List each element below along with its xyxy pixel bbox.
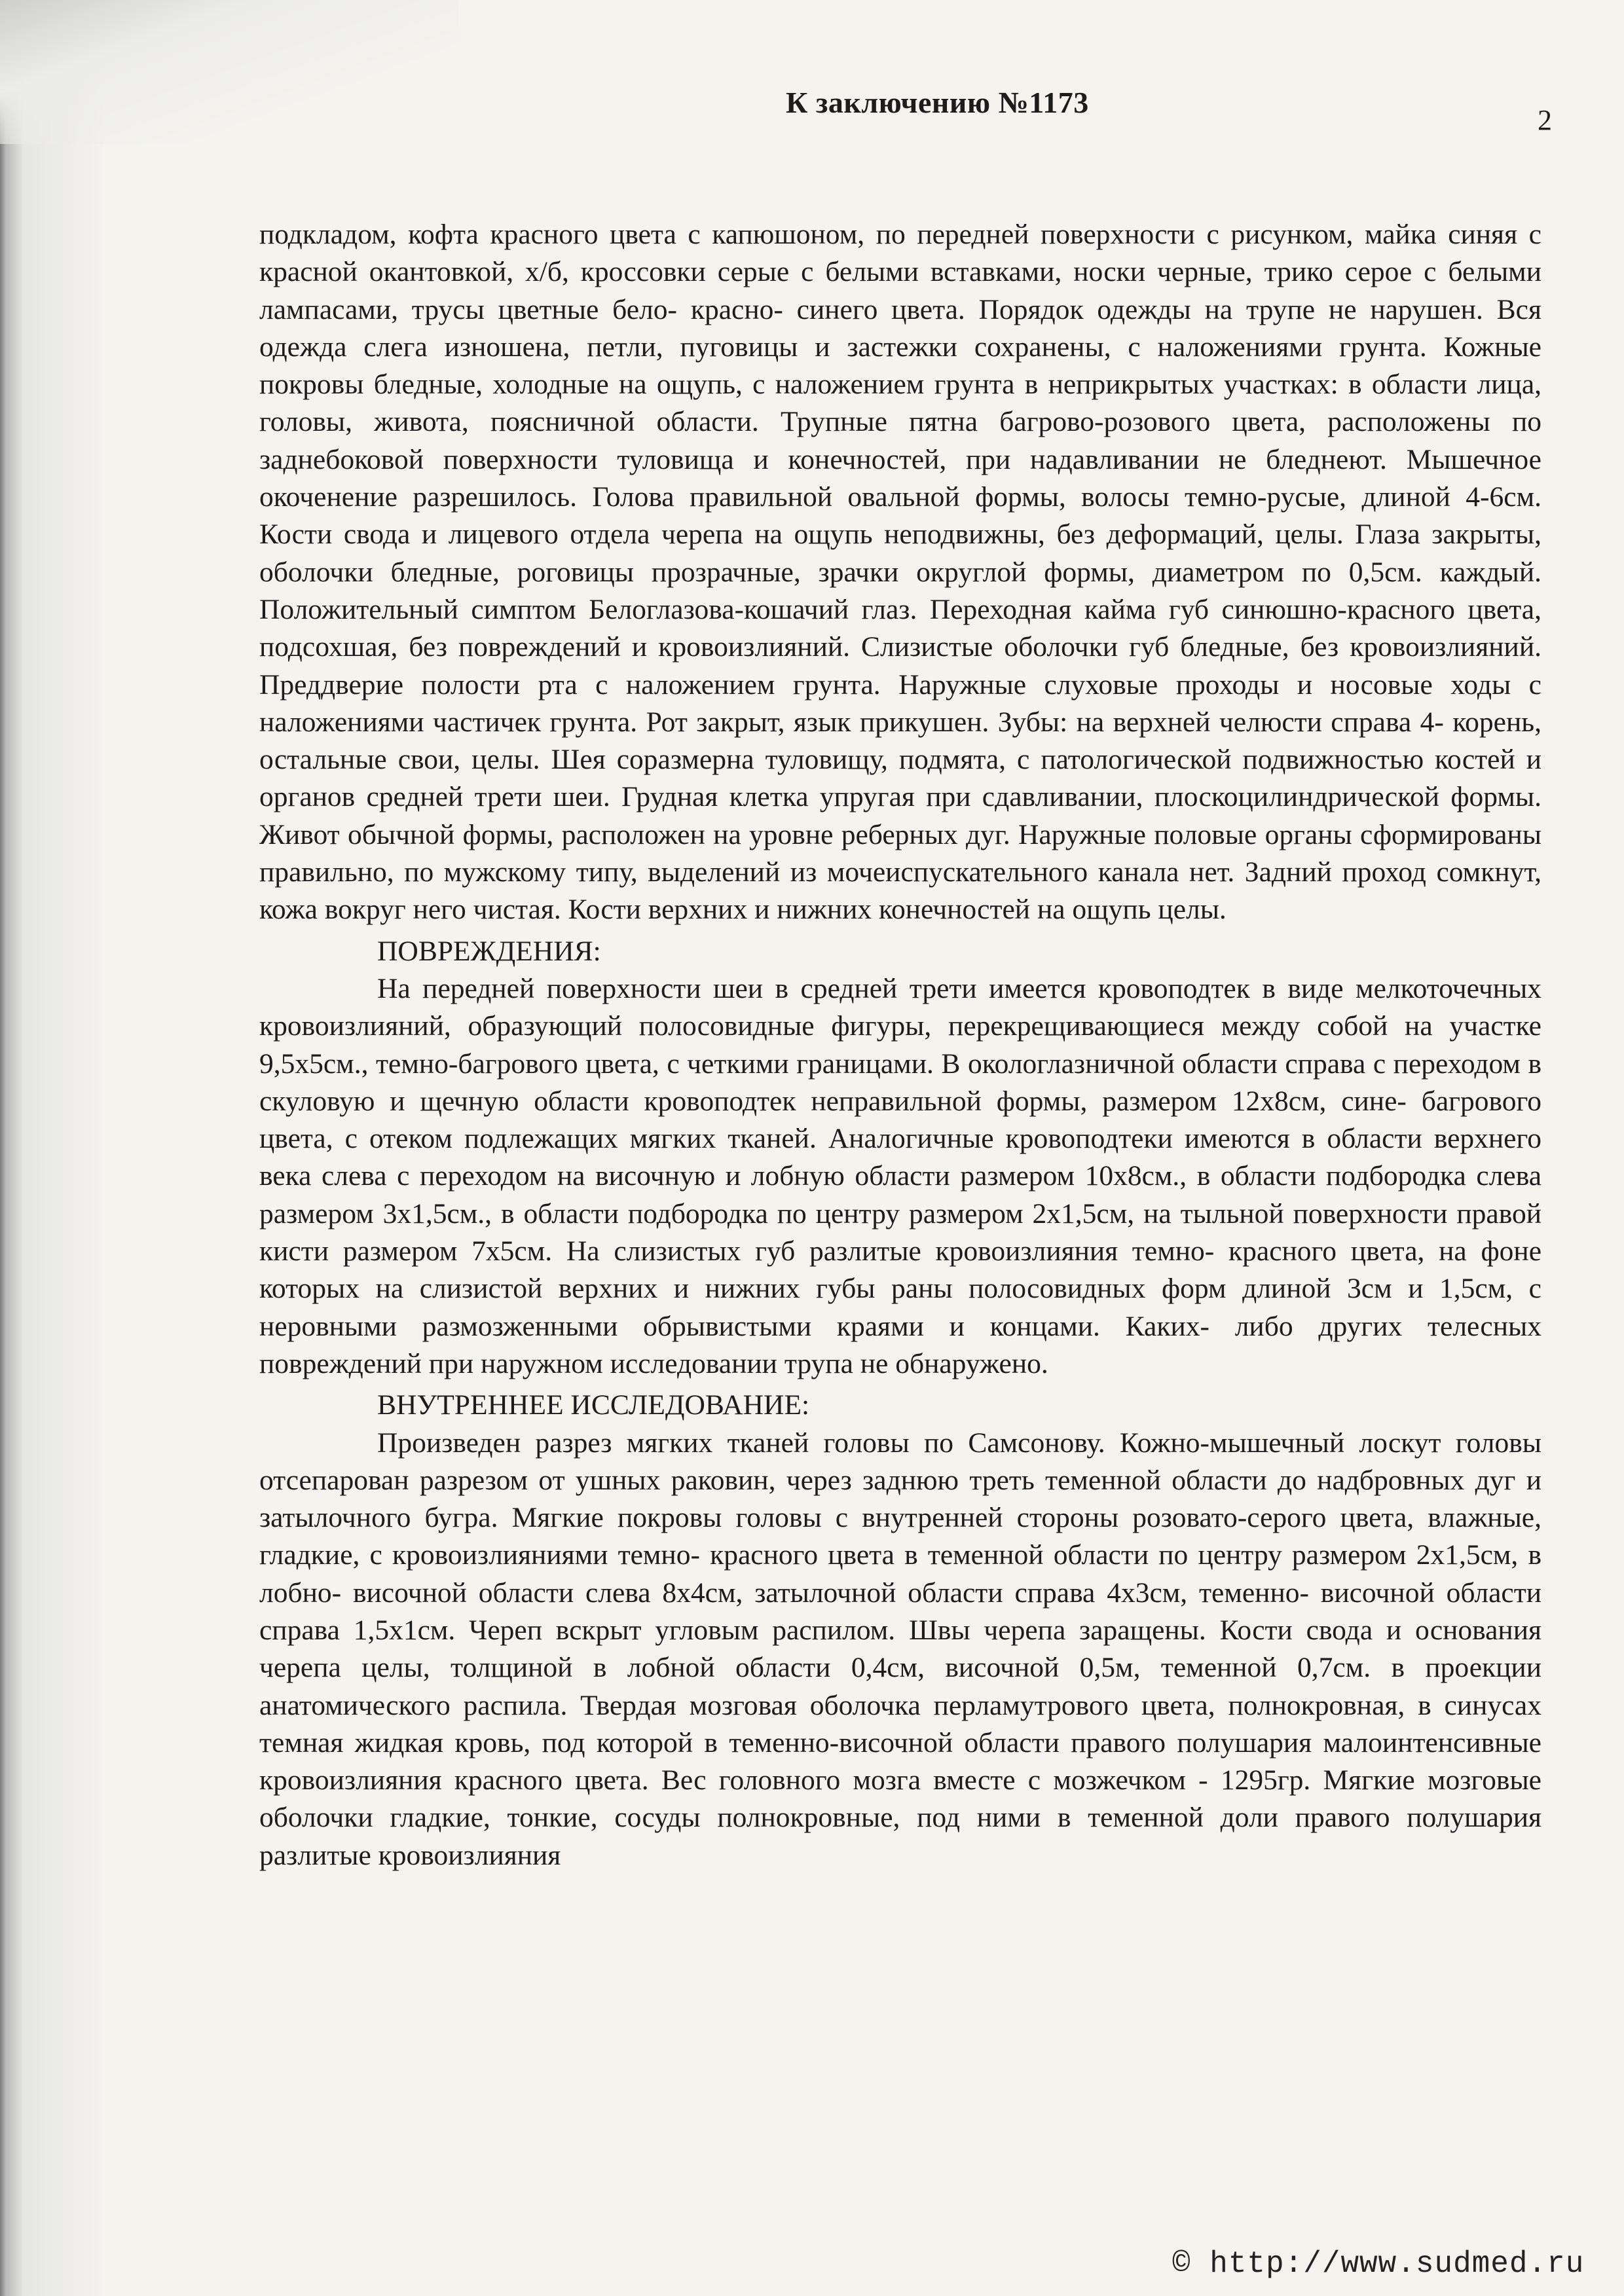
- scan-shadow-edge: [0, 0, 236, 2296]
- watermark-copyright: © http://www.sudmed.ru: [1172, 2247, 1585, 2281]
- page-number: 2: [1538, 104, 1552, 136]
- scan-corner-shadow: [0, 0, 458, 144]
- document-body: [259, 216, 1541, 1874]
- paragraph-injuries: На передней поверхности шеи в средней трети имеется кровоподтек в виде мелкоточечных кровоизлияний, образующий полосовидные фигуры, перекрещивающиеся между собой на участке 9,5х5см., темно-багрового цвета, с четкими границами. В окологлазничной области справа с переходом в скуловую и щечную области кровоподтек неправильной формы, размером 12х8см, сине- багрового цвета, с отеком подлежащих мягких тканей. Аналогичные кровоподтеки имеются в области верхнего века слева с переходом на височную и лобную области размером 10х8см., в области подбородка слева размером 3х1,5см., в области подбородка по центру размером 2х1,5см, на тыльной поверхности правой кисти размером 7х5см. На слизистых губ разлитые кровоизлияния темно- красного цвета, на фоне которых на слизистой верхних и нижних губы раны полосовидных форм длиной 3см и 1,5см, с неровными размозженными обрывистыми краями и концами. Каких- либо других телесных повреждений при наружном исследовании трупа не обнаружено.: [259, 972, 1541, 1379]
- paragraph-internal-exam: Произведен разрез мягких тканей головы по Самсонову. Кожно-мышечный лоскут головы отсепарован разрезом от ушных раковин, через заднюю треть теменной области до надбровных дуг и затылочного бугра. Мягкие покровы головы с внутренней стороны розовато-серого цвета, влажные, гладкие, с кровоизлияниями темно- красного цвета в теменной области по центру размером 2х1,5см, в лобно- височной области слева 8х4см, затылочной области справа 4х3см, теменно- височной области справа 1,5х1см. Череп вскрыт угловым распилом. Швы черепа заращены. Кости свода и основания черепа целы, толщиной в лобной области 0,4см, височной 0,5м, теменной 0,7см. в проекции анатомического распила. Твердая мозговая оболочка перламутрового цвета, полнокровная, в синусах темная жидкая кровь, под которой в теменно-височной области правого полушария малоинтенсивные кровоизлияния красного цвета. Вес головного мозга вместе с мозжечком - 1295гр. Мягкие мозговые оболочки гладкие, тонкие, сосуды полнокровные, под ними в теменной доли правого полушария разлитые кровоизлияния: [259, 1427, 1541, 1871]
- section-heading-internal-exam: ВНУТРЕННЕЕ ИССЛЕДОВАНИЕ:: [377, 1389, 810, 1421]
- document-header-title: К заключению №1173: [786, 86, 1089, 119]
- paragraph-clothing-external-exam: подкладом, кофта красного цвета с капюшоном, по передней поверхности с рисунком, майка синяя с красной окантовкой, х/б, кроссовки серые с белыми вставками, носки черные, трико серое с белыми лампасами, трусы цветные бело- красно- синего цвета. Порядок одежды на трупе не нарушен. Вся одежда слега изношена, петли, пуговицы и застежки сохранены, с наложениями грунта. Кожные покровы бледные, холодные на ощупь, с наложением грунта в неприкрытых участках: в области лица, головы, живота, поясничной области. Трупные пятна багрово-розового цвета, расположены по заднебоковой поверхности туловища и конечностей, при надавливании не бледнеют. Мышечное окоченение разрешилось. Голова правильной овальной формы, волосы темно-русые, длиной 4-6см. Кости свода и лицевого отдела черепа на ощупь неподвижны, без деформаций, целы. Глаза закрыты, оболочки бледные, роговицы прозрачные, зрачки округлой формы, диаметром по 0,5см. каждый. Положительный симптом Белоглазова-кошачий глаз. Переходная кайма губ синюшно-красного цвета, подсохшая, без повреждений и кровоизлияний. Слизистые оболочки губ бледные, без кровоизлияний. Преддверие полости рта с наложением грунта. Наружные слуховые проходы и носовые ходы с наложениями частичек грунта. Рот закрыт, язык прикушен. Зубы: на верхней челюсти справа 4- корень, остальные свои, целы. Шея соразмерна туловищу, подмята, с патологической подвижностью костей и органов средней трети шеи. Грудная клетка упругая при сдавливании, плоскоцилиндрической формы. Живот обычной формы, расположен на уровне реберных дуг. Наружные половые органы сформированы правильно, по мужскому типу, выделений из мочеиспускательного канала нет. Задний проход сомкнут, кожа вокруг него чистая. Кости верхних и нижних конечностей на ощупь целы.: [259, 219, 1541, 926]
- section-heading-injuries: ПОВРЕЖДЕНИЯ:: [377, 935, 601, 967]
